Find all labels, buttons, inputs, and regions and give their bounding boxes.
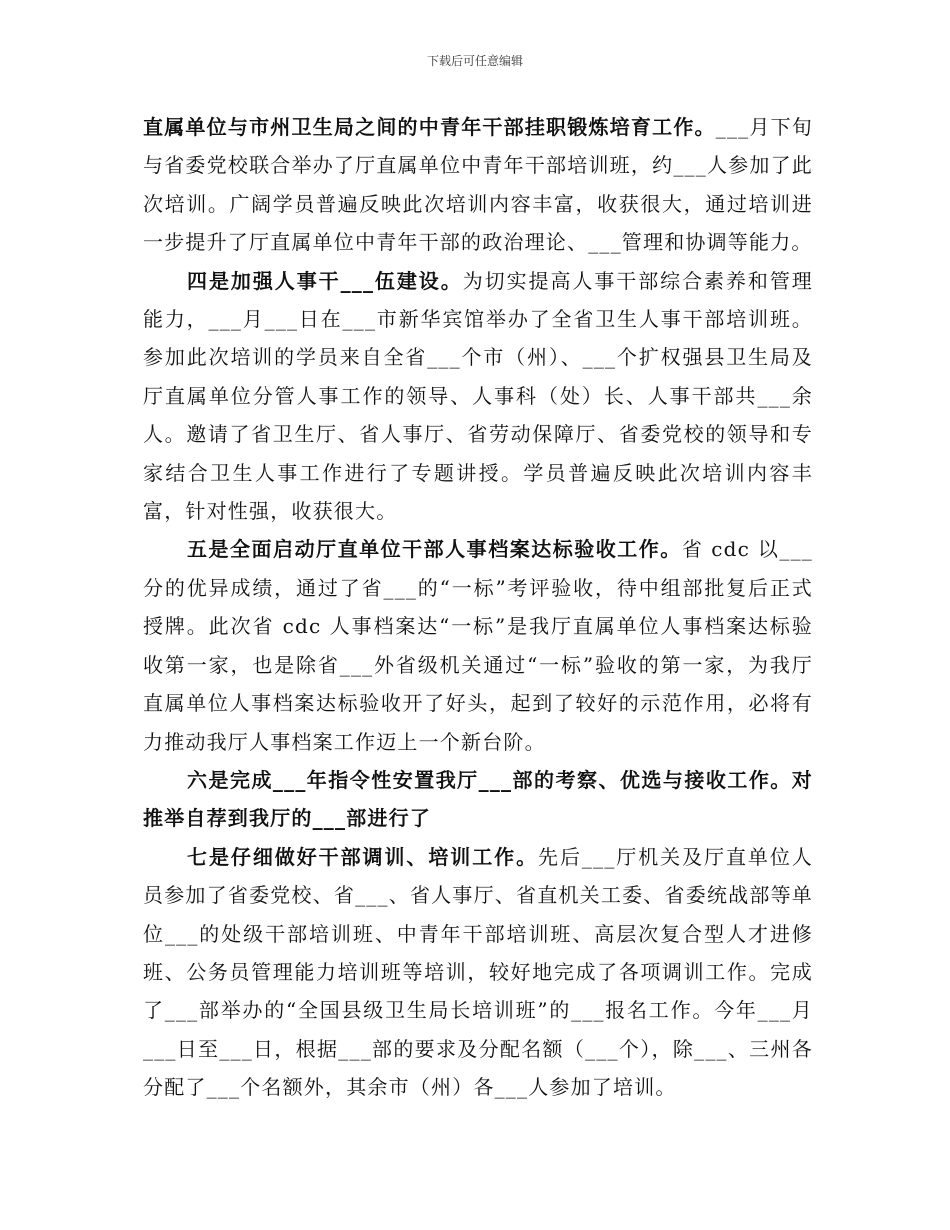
paragraph-5-lead: 七是仔细做好干部调训、培训工作。 bbox=[187, 844, 539, 869]
paragraph-4-lead: 六是完成___年指令性安置我厅___部的考察、优选与接收工作。对推举自荐到我厅的___部进行了 bbox=[143, 767, 813, 831]
paragraph-5 bbox=[143, 838, 813, 1107]
paragraph-2 bbox=[143, 262, 813, 531]
paragraph-1-text: ___月下旬与省委党校联合举办了厅直属单位中青年干部培训班，约___人参加了此次培训。广阔学员普遍反映此次培训内容丰富，收获很大，通过培训进一步提升了厅直属单位中青年干部的政治理论、___管理和协调等能力。 bbox=[143, 115, 814, 255]
paragraph-1 bbox=[143, 108, 813, 262]
document-body bbox=[143, 108, 813, 1107]
paragraph-1-lead: 直属单位与市州卫生局之间的中青年干部挂职锻炼培育工作。 bbox=[143, 115, 716, 139]
page-header-note: 下载后可任意编辑 bbox=[426, 54, 523, 68]
paragraph-3-lead: 五是全面启动厅直单位干部人事档案达标验收工作。 bbox=[187, 537, 682, 562]
paragraph-2-lead: 四是加强人事干___伍建设。 bbox=[187, 268, 463, 293]
paragraph-3-text: 省 cdc 以___分的优异成绩，通过了省___的“一标”考评验收，待中组部批复后正式授牌。此次省 cdc 人事档案达“一标”是我厅直属单位人事档案达标验收第一家，也是除省___外省级机关通过“一标”验收的第一家，为我厅直属单位人事档案达标验收开了好头，起到了较好的示范作用，必将有力推动我厅人事档案工作迈上一个新台阶。 bbox=[143, 537, 814, 754]
paragraph-2-text: 为切实提高人事干部综合素养和管理能力，___月___日在___市新华宾馆举办了全省卫生人事干部培训班。参加此次培训的学员来自全省___个市（州）、___个扩权强县卫生局及厅直属单位分管人事工作的领导、人事科（处）长、人事干部共___余人。邀请了省卫生厅、省人事厅、省劳动保障厅、省委党校的领导和专家结合卫生人事工作进行了专题讲授。学员普遍反映此次培训内容丰富，针对性强，收获很大。 bbox=[143, 268, 813, 524]
paragraph-5-text: 先后___厅机关及厅直单位人员参加了省委党校、省___、省人事厅、省直机关工委、省委统战部等单位___的处级干部培训班、中青年干部培训班、高层次复合型人才进修班、公务员管理能力培训班等培训，较好地完成了各项调训工作。完成了___部举办的“全国县级卫生局长培训班”的___报名工作。今年___月___日至___日，根据___部的要求及分配名额（___个），除___、三州各分配了___个名额外，其余市（州）各___人参加了培训。 bbox=[143, 844, 813, 1100]
paragraph-3 bbox=[143, 530, 813, 760]
paragraph-4 bbox=[143, 761, 813, 838]
